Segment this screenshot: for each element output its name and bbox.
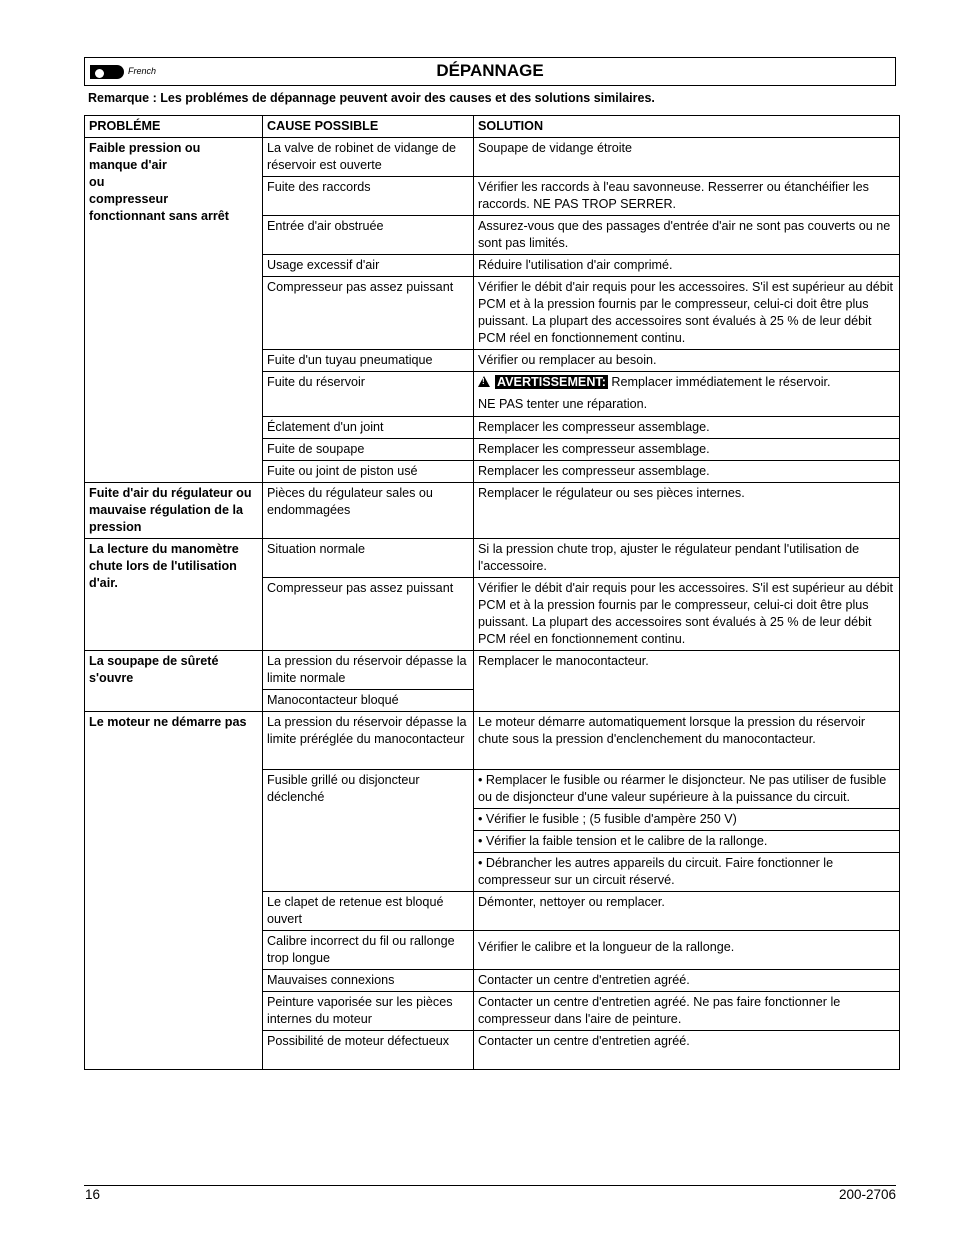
cause-cell: Fusible grillé ou disjoncteur déclenché — [263, 770, 474, 892]
solution-text: NE PAS tenter une réparation. — [478, 397, 648, 411]
footer-rule — [84, 1185, 896, 1186]
solution-cell: Vérifier le calibre et la longueur de la rallonge. — [474, 931, 900, 970]
solution-cell: Vérifier ou remplacer au besoin. — [474, 350, 900, 372]
problem-cell: Le moteur ne démarre pas — [85, 712, 263, 1070]
cause-cell: Possibilité de moteur défectueux — [263, 1031, 474, 1070]
solution-cell: Soupape de vidange étroite — [474, 138, 900, 177]
solution-cell: Démonter, nettoyer ou remplacer. — [474, 892, 900, 931]
cause-cell: Entrée d'air obstruée — [263, 216, 474, 255]
cause-cell: Usage excessif d'air — [263, 255, 474, 277]
problem-cell: La lecture du manomètre chute lors de l'utilisation d'air. — [85, 539, 263, 651]
cause-cell: Éclatement d'un joint — [263, 417, 474, 439]
table-header-row — [85, 116, 900, 138]
cause-cell: Calibre incorrect du fil ou rallonge trop longue — [263, 931, 474, 970]
solution-cell: Si la pression chute trop, ajuster le régulateur pendant l'utilisation de l'accessoire. — [474, 539, 900, 578]
page-number: 16 — [85, 1187, 101, 1202]
problem-cell: Faible pression ou manque d'air ou compresseur fonctionnant sans arrêt — [85, 138, 263, 483]
cause-cell: Le clapet de retenue est bloqué ouvert — [263, 892, 474, 931]
column-header: PROBLÉME — [85, 116, 263, 138]
cause-cell: Mauvaises connexions — [263, 970, 474, 992]
solution-cell: Le moteur démarre automatiquement lorsque la pression du réservoir chute sous la pression d'enclenchement du manocontacteur. — [474, 712, 900, 770]
note-text: Remarque : Les problémes de dépannage peuvent avoir des causes et des solutions similaires. — [88, 91, 655, 105]
solution-cell: Remplacer les compresseur assemblage. — [474, 461, 900, 483]
document-number: 200-2706 — [838, 1187, 896, 1202]
table-row — [85, 539, 900, 578]
warning-text: Remplacer immédiatement le réservoir. — [611, 375, 831, 389]
cause-cell: Fuite des raccords — [263, 177, 474, 216]
cause-cell: Compresseur pas assez puissant — [263, 277, 474, 350]
solution-cell: Contacter un centre d'entretien agréé. Ne pas faire fonctionner le compresseur dans l'aire de peinture. — [474, 992, 900, 1031]
table-row — [85, 138, 900, 177]
solution-cell: Contacter un centre d'entretien agréé. — [474, 1031, 900, 1070]
cause-cell: La pression du réservoir dépasse la limite préréglée du manocontacteur — [263, 712, 474, 770]
cause-cell: Fuite ou joint de piston usé — [263, 461, 474, 483]
solution-cell: Remplacer le manocontacteur. — [474, 651, 900, 712]
solution-cell: • Vérifier le fusible ; (5 fusible d'ampère 250 V) — [474, 809, 900, 831]
table-row — [85, 483, 900, 539]
solution-cell: Remplacer les compresseur assemblage. — [474, 439, 900, 461]
troubleshooting-table — [84, 115, 900, 1070]
solution-cell: Remplacer le régulateur ou ses pièces internes. — [474, 483, 900, 539]
cause-cell: La valve de robinet de vidange de réservoir est ouverte — [263, 138, 474, 177]
column-header: CAUSE POSSIBLE — [263, 116, 474, 138]
solution-cell: Vérifier le débit d'air requis pour les accessoires. S'il est supérieur au débit PCM et à la pression fournis par le compresseur, celui-ci doit être plus puissant. La plupart des accessoires sont évalués à 25 % de leur débit PCM réel en fonctionnement continu. — [474, 578, 900, 651]
solution-cell: Vérifier les raccords à l'eau savonneuse. Resserrer ou étanchéifier les raccords. NE PAS TROP SERRER. — [474, 177, 900, 216]
warning-label: AVERTISSEMENT: — [497, 375, 606, 389]
table-row — [85, 712, 900, 770]
cause-cell: Fuite du réservoir — [263, 372, 474, 417]
language-label: French — [128, 66, 157, 76]
solution-cell: • Débrancher les autres appareils du circuit. Faire fonctionner le compresseur sur un circuit réservé. — [474, 853, 900, 892]
cause-cell: Fuite d'un tuyau pneumatique — [263, 350, 474, 372]
solution-cell: Vérifier le débit d'air requis pour les accessoires. S'il est supérieur au débit PCM et à la pression fournis par le compresseur, celui-ci doit être plus puissant. La plupart des accessoires sont évalués à 25 % de leur débit PCM réel en fonctionnement continu. — [474, 277, 900, 350]
section-header — [84, 57, 896, 86]
solution-cell: • Remplacer le fusible ou réarmer le disjoncteur. Ne pas utiliser de fusible ou de disjoncteur d'une valeur supérieure à la puissance du circuit. — [474, 770, 900, 809]
solution-cell: Assurez-vous que des passages d'entrée d'air ne sont pas couverts ou ne sont pas limités. — [474, 216, 900, 255]
cause-cell: Compresseur pas assez puissant — [263, 578, 474, 651]
cause-cell: Manocontacteur bloqué — [263, 690, 474, 712]
solution-cell: Contacter un centre d'entretien agréé. — [474, 970, 900, 992]
page-title: DÉPANNAGE — [436, 61, 544, 80]
problem-cell: Fuite d'air du régulateur ou mauvaise régulation de la pression — [85, 483, 263, 539]
cause-cell: Peinture vaporisée sur les pièces internes du moteur — [263, 992, 474, 1031]
column-header: SOLUTION — [474, 116, 900, 138]
warning-triangle-icon — [478, 376, 490, 387]
solution-cell — [474, 372, 900, 417]
cause-cell: La pression du réservoir dépasse la limite normale — [263, 651, 474, 690]
solution-cell: Réduire l'utilisation d'air comprimé. — [474, 255, 900, 277]
solution-cell: • Vérifier la faible tension et le calibre de la rallonge. — [474, 831, 900, 853]
cause-cell: Situation normale — [263, 539, 474, 578]
warning-notice — [478, 374, 608, 391]
problem-cell: La soupape de sûreté s'ouvre — [85, 651, 263, 712]
cause-cell: Fuite de soupape — [263, 439, 474, 461]
solution-cell: Remplacer les compresseur assemblage. — [474, 417, 900, 439]
cause-cell: Pièces du régulateur sales ou endommagées — [263, 483, 474, 539]
table-row — [85, 651, 900, 690]
